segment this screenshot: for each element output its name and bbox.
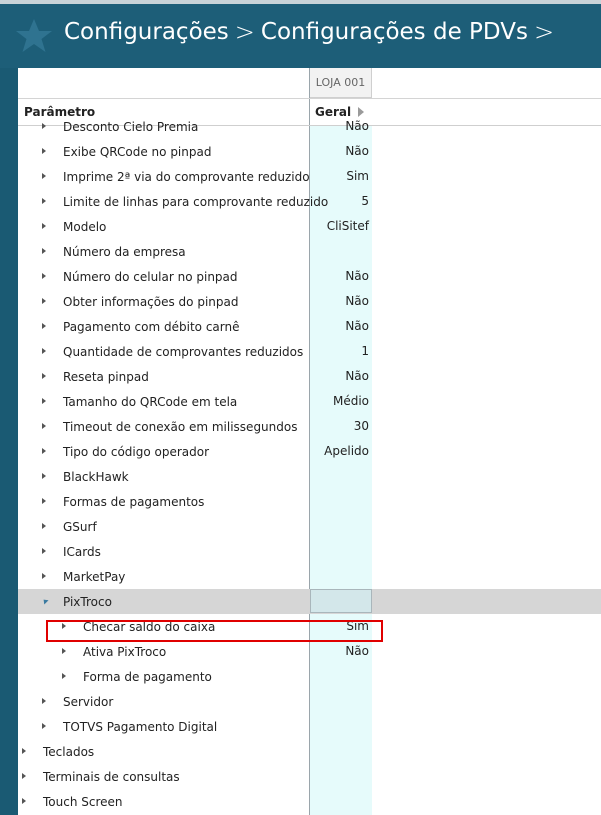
chevron-right-icon: >: [234, 18, 255, 46]
tree-row[interactable]: [18, 739, 601, 764]
expand-arrow-icon[interactable]: [42, 398, 46, 404]
expand-arrow-icon[interactable]: [42, 148, 46, 154]
expand-arrow-icon[interactable]: [42, 123, 46, 129]
row-value[interactable]: Não: [345, 294, 369, 308]
row-label: Exibe QRCode no pinpad: [63, 145, 212, 159]
row-label: MarketPay: [63, 570, 126, 584]
tree-row[interactable]: [18, 118, 601, 139]
row-label: Quantidade de comprovantes reduzidos: [63, 345, 304, 359]
tree-row[interactable]: [18, 289, 601, 314]
expand-arrow-icon[interactable]: [42, 198, 46, 204]
expand-arrow-icon[interactable]: [42, 323, 46, 329]
row-label: Imprime 2ª via do comprovante reduzido: [63, 170, 310, 184]
row-label: Reseta pinpad: [63, 370, 149, 384]
expand-arrow-icon[interactable]: [62, 673, 66, 679]
row-value[interactable]: Sim: [346, 169, 369, 183]
tree-row[interactable]: [18, 189, 601, 214]
column-header-general[interactable]: Geral: [315, 105, 352, 119]
expand-column-icon[interactable]: [358, 107, 364, 117]
store-column-header[interactable]: LOJA 001: [310, 68, 372, 98]
page-header: [0, 4, 601, 68]
expand-arrow-icon[interactable]: [42, 173, 46, 179]
row-value[interactable]: Apelido: [324, 444, 369, 458]
tree-row[interactable]: [18, 589, 601, 614]
row-label: Formas de pagamentos: [63, 495, 205, 509]
tree-row[interactable]: [18, 464, 601, 489]
row-value[interactable]: 30: [353, 419, 369, 433]
tree-row[interactable]: [18, 489, 601, 514]
tree-row[interactable]: [18, 439, 601, 464]
row-value[interactable]: Não: [345, 319, 369, 333]
tree-row[interactable]: [18, 389, 601, 414]
row-value[interactable]: 5: [361, 194, 369, 208]
row-label: BlackHawk: [63, 470, 129, 484]
left-accent-bar: [0, 4, 18, 815]
row-label: Número do celular no pinpad: [63, 270, 238, 284]
tree-row[interactable]: [18, 339, 601, 364]
tree-row[interactable]: [18, 139, 601, 164]
selected-value-cell[interactable]: [310, 589, 372, 613]
row-label: Servidor: [63, 695, 114, 709]
row-value[interactable]: 1: [361, 344, 369, 358]
row-value[interactable]: Não: [345, 119, 369, 133]
row-label: Timeout de conexão em milissegundos: [63, 420, 298, 434]
row-value[interactable]: CliSitef: [326, 219, 369, 233]
tree-rows: [18, 118, 601, 815]
tree-row[interactable]: [18, 564, 601, 589]
row-label: TOTVS Pagamento Digital: [63, 720, 218, 734]
tree-row[interactable]: [18, 639, 601, 664]
row-value[interactable]: Não: [345, 369, 369, 383]
expand-arrow-icon[interactable]: [42, 723, 46, 729]
tree-row[interactable]: [18, 689, 601, 714]
expand-arrow-icon[interactable]: [42, 373, 46, 379]
expand-arrow-icon[interactable]: [42, 498, 46, 504]
row-label: Tipo do código operador: [63, 445, 210, 459]
row-label: Teclados: [43, 745, 95, 759]
expand-arrow-icon[interactable]: [42, 448, 46, 454]
row-label: Checar saldo do caixa: [83, 620, 216, 634]
row-label: PixTroco: [63, 595, 112, 609]
tree-row[interactable]: [18, 264, 601, 289]
tree-row[interactable]: [18, 314, 601, 339]
tree-row[interactable]: [18, 514, 601, 539]
row-label: ICards: [63, 545, 101, 559]
tree-row[interactable]: [18, 414, 601, 439]
row-label: GSurf: [63, 520, 97, 534]
expand-arrow-icon[interactable]: [42, 698, 46, 704]
tree-row[interactable]: [18, 714, 601, 739]
row-label: Obter informações do pinpad: [63, 295, 239, 309]
row-label: Limite de linhas para comprovante reduzido: [63, 195, 329, 209]
row-label: Touch Screen: [43, 795, 123, 809]
expand-arrow-icon[interactable]: [22, 773, 26, 779]
tree-row[interactable]: [18, 664, 601, 689]
row-label: Ativa PixTroco: [83, 645, 167, 659]
expand-arrow-icon[interactable]: [42, 548, 46, 554]
tree-row[interactable]: [18, 789, 601, 814]
tree-row[interactable]: [18, 539, 601, 564]
row-label: Pagamento com débito carnê: [63, 320, 240, 334]
row-label: Tamanho do QRCode em tela: [63, 395, 238, 409]
expand-arrow-icon[interactable]: [42, 248, 46, 254]
expand-arrow-icon[interactable]: [42, 273, 46, 279]
row-label: Número da empresa: [63, 245, 186, 259]
breadcrumb: [64, 18, 560, 46]
column-header-parameter[interactable]: Parâmetro: [24, 105, 96, 119]
collapse-arrow-icon[interactable]: [41, 597, 48, 604]
breadcrumb-item-configuracoes-pdvs[interactable]: Configurações de PDVs: [260, 19, 528, 45]
row-label: Modelo: [63, 220, 107, 234]
tree-row[interactable]: [18, 214, 601, 239]
expand-arrow-icon[interactable]: [42, 423, 46, 429]
row-value[interactable]: Sim: [346, 619, 369, 633]
highlight-box: [46, 620, 383, 642]
breadcrumb-item-configuracoes[interactable]: Configurações: [64, 19, 229, 45]
tree-row[interactable]: [18, 164, 601, 189]
row-label: Terminais de consultas: [43, 770, 180, 784]
expand-arrow-icon[interactable]: [42, 473, 46, 479]
expand-arrow-icon[interactable]: [42, 223, 46, 229]
expand-arrow-icon[interactable]: [42, 298, 46, 304]
row-value[interactable]: Médio: [332, 394, 369, 408]
tree-row[interactable]: [18, 364, 601, 389]
star-icon: [14, 16, 54, 56]
expand-arrow-icon[interactable]: [42, 573, 46, 579]
expand-arrow-icon[interactable]: [62, 648, 66, 654]
row-value[interactable]: Não: [345, 644, 369, 658]
expand-arrow-icon[interactable]: [22, 748, 26, 754]
tree-row[interactable]: [18, 239, 601, 264]
tree-row[interactable]: [18, 764, 601, 789]
row-label: Desconto Cielo Premia: [63, 120, 199, 134]
expand-arrow-icon[interactable]: [22, 798, 26, 804]
expand-arrow-icon[interactable]: [42, 348, 46, 354]
expand-arrow-icon[interactable]: [42, 523, 46, 529]
parameters-grid: [18, 68, 601, 815]
chevron-right-icon: >: [533, 18, 555, 46]
row-value[interactable]: Não: [345, 144, 369, 158]
header-divider: [18, 98, 601, 99]
row-label: Forma de pagamento: [83, 670, 212, 684]
row-value[interactable]: Não: [345, 269, 369, 283]
